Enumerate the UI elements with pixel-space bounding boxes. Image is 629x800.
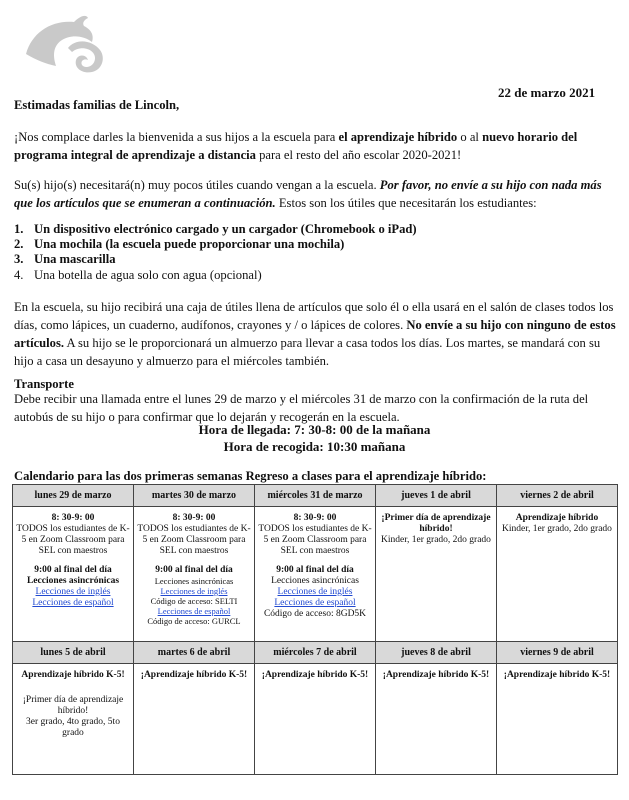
day-cell-tue6: ¡Aprendizaje híbrido K-5! <box>134 664 255 775</box>
spanish-lessons-link[interactable]: Lecciones de español <box>157 606 231 616</box>
list-item: 3. Una mascarilla <box>14 252 116 267</box>
school-paragraph: En la escuela, su hijo recibirá una caja de útiles llena de artículos que solo él o ella usará en el salón de clases todos los días, como lápices, un cuaderno, audífonos, crayones y / o lápices de colores. No envíe a su hijo con ninguno de estos artículos. A su hijo se le proporcionará un almuerzo para llevar a casa todos los días. Los martes, se mandará con su hijo a casa un desayuno y almuerzo para el miércoles también. <box>14 300 616 368</box>
greeting: Estimadas familias de Lincoln, <box>14 98 180 112</box>
calendar-table <box>12 484 618 775</box>
dolphin-logo-icon <box>22 14 107 76</box>
spanish-lessons-link[interactable]: Lecciones de español <box>274 598 356 608</box>
intro-paragraph: ¡Nos complace darles la bienvenida a sus hijos a la escuela para el aprendizaje híbrido o al nuevo horario del programa integral de aprendizaje a distancia para el resto del año escolar 2020-2021! <box>14 130 578 162</box>
day-header: jueves 8 de abril <box>376 642 497 664</box>
day-cell-mon29: 8: 30-9: 00 TODOS los estudiantes de K-5 en Zoom Classroom para SEL con maestros 9:00 al final del día Lecciones asincrónicas Lecciones de inglés Lecciones de español <box>13 507 134 642</box>
english-lessons-link[interactable]: Lecciones de inglés <box>35 587 111 597</box>
day-header: miércoles 31 de marzo <box>255 485 376 507</box>
day-header: martes 30 de marzo <box>134 485 255 507</box>
english-lessons-link[interactable]: Lecciones de inglés <box>160 586 228 596</box>
day-cell-wed7: ¡Aprendizaje híbrido K-5! <box>255 664 376 775</box>
day-cell-thu1: ¡Primer día de aprendizaje híbrido! Kinder, 1er grado, 2do grado <box>376 507 497 642</box>
table-row <box>13 485 618 507</box>
calendar-title: Calendario para las dos primeras semanas Regreso a clases para el aprendizaje híbrido: <box>14 469 487 483</box>
day-header: lunes 29 de marzo <box>13 485 134 507</box>
pickup-time: Hora de recogida: 10:30 mañana <box>223 439 406 454</box>
day-header: miércoles 7 de abril <box>255 642 376 664</box>
day-header: lunes 5 de abril <box>13 642 134 664</box>
table-row <box>13 664 618 775</box>
day-header: jueves 1 de abril <box>376 485 497 507</box>
day-header: viernes 9 de abril <box>497 642 618 664</box>
day-header: viernes 2 de abril <box>497 485 618 507</box>
english-lessons-link[interactable]: Lecciones de inglés <box>277 587 353 597</box>
table-row <box>13 507 618 642</box>
transport-title: Transporte <box>14 377 74 391</box>
day-cell-fri2: Aprendizaje híbrido Kinder, 1er grado, 2do grado <box>497 507 618 642</box>
day-cell-tue30: 8: 30-9: 00 TODOS los estudiantes de K-5 en Zoom Classroom para SEL con maestros 9:00 al final del día Lecciones asincrónicas Lecciones de inglés Código de acceso: SELTI Lecciones de español Código de acceso: GURCL <box>134 507 255 642</box>
table-row <box>13 642 618 664</box>
supplies-list <box>14 222 417 283</box>
list-item: 2. Una mochila (la escuela puede proporcionar una mochila) <box>14 237 345 252</box>
day-cell-wed31: 8: 30-9: 00 TODOS los estudiantes de K-5 en Zoom Classroom para SEL con maestros 9:00 al final del día Lecciones asincrónicas Lecciones de inglés Lecciones de español Código de acceso: 8GD5K <box>255 507 376 642</box>
day-header: martes 6 de abril <box>134 642 255 664</box>
list-item: 4. Una botella de agua solo con agua (opcional) <box>14 267 262 282</box>
spanish-lessons-link[interactable]: Lecciones de español <box>32 598 114 608</box>
list-item: 1. Un dispositivo electrónico cargado y un cargador (Chromebook o iPad) <box>14 222 417 236</box>
transport-paragraph: Debe recibir una llamada entre el lunes 29 de marzo y el miércoles 31 de marzo con la confirmación de la ruta del autobús de su hijo o para confirmar que lo dejarán y recogerán en la escuela. <box>14 392 589 424</box>
letter-date: 22 de marzo 2021 <box>498 85 596 100</box>
day-cell-mon5: Aprendizaje híbrido K-5! ¡Primer día de aprendizaje híbrido! 3er grado, 4to grado, 5to grado <box>13 664 134 775</box>
day-cell-thu8: ¡Aprendizaje híbrido K-5! <box>376 664 497 775</box>
day-cell-fri9: ¡Aprendizaje híbrido K-5! <box>497 664 618 775</box>
supplies-paragraph: Su(s) hijo(s) necesitará(n) muy pocos útiles cuando vengan a la escuela. Por favor, no envíe a su hijo con nada más que los artículos que se enumeran a continuación. Estos son los útiles que necesitarán los estudiantes: <box>14 178 602 210</box>
arrival-time: Hora de llegada: 7: 30-8: 00 de la mañana <box>198 422 431 437</box>
